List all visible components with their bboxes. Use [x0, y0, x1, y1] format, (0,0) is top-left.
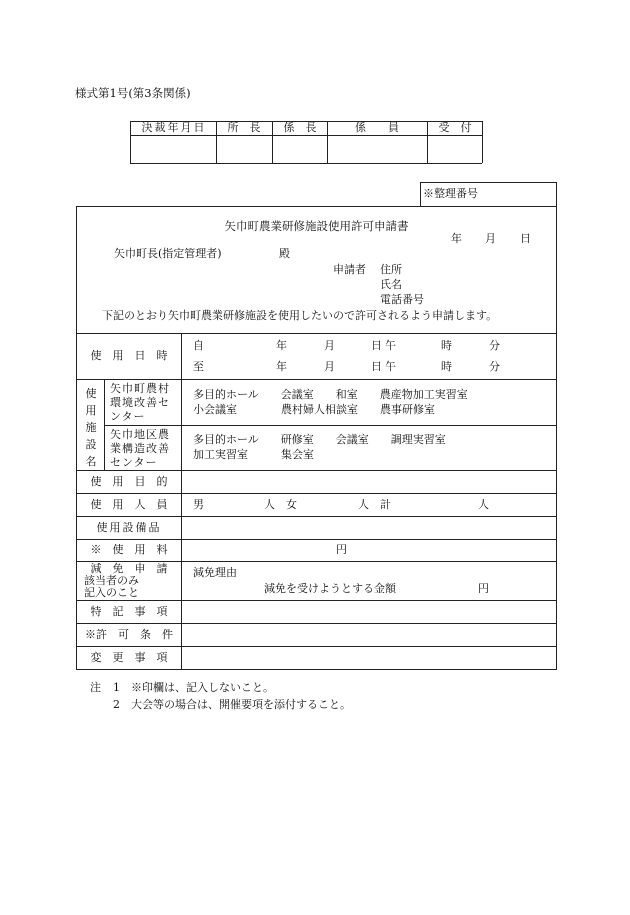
- approval-date-header: 決裁年月日: [141, 121, 207, 134]
- applicant-label: 申請者: [333, 263, 366, 276]
- note-1-number: 1: [113, 681, 120, 694]
- note-2-number: 2: [113, 698, 120, 711]
- director-header: 所 長: [227, 121, 261, 134]
- director-seal-cell[interactable]: [218, 137, 270, 161]
- permit-conditions-label: ※許 可 条 件: [85, 628, 173, 641]
- section-chief-header: 係 長: [283, 121, 317, 134]
- usage-fee-unit: 円: [336, 543, 347, 556]
- approval-date-cell[interactable]: [132, 137, 214, 161]
- permit-conditions-field[interactable]: [183, 625, 555, 645]
- attendees-label: 使 用 人 員: [90, 498, 168, 511]
- usage-purpose-label: 使 用 目 的: [90, 475, 168, 488]
- exemption-reason-label: 減免理由: [193, 566, 237, 579]
- exemption-amount-label: 減免を受けようとする金額: [264, 582, 396, 595]
- exemption-amount-unit: 円: [478, 582, 489, 595]
- usage-fee-label: ※ 使 用 料: [90, 543, 168, 556]
- reference-number-label: ※整理番号: [423, 187, 478, 200]
- form-number: 様式第1号(第3条関係): [75, 86, 191, 100]
- applicant-address-label: 住所: [380, 263, 402, 276]
- special-notes-label: 特 記 事 項: [90, 605, 168, 618]
- date-month-label: 月: [485, 232, 496, 245]
- applicant-name-label: 氏名: [380, 278, 402, 291]
- equipment-field[interactable]: [183, 518, 555, 538]
- usage-purpose-field[interactable]: [183, 472, 555, 492]
- note-1-text: ※印欄は、記入しないこと。: [131, 681, 274, 694]
- reception-header: 受 付: [438, 121, 472, 134]
- special-notes-field[interactable]: [183, 602, 555, 622]
- date-day-label: 日: [520, 232, 531, 245]
- addressee: 矢巾町長(指定管理者): [114, 247, 222, 260]
- staff-header: 係 員: [355, 121, 399, 134]
- staff-seal-cell[interactable]: [329, 137, 425, 161]
- honorific: 殿: [279, 247, 290, 260]
- section-chief-seal-cell[interactable]: [274, 137, 326, 161]
- date-year-label: 年: [451, 232, 462, 245]
- notes-prefix: 注: [90, 681, 101, 694]
- note-2-text: 大会等の場合は、開催要項を添付すること。: [131, 698, 351, 711]
- equipment-label: 使用設備品: [96, 521, 162, 534]
- changes-label: 変 更 事 項: [90, 651, 168, 664]
- reception-seal-cell[interactable]: [429, 137, 481, 161]
- scan-shadow-top: [0, 0, 630, 70]
- changes-field[interactable]: [183, 648, 555, 668]
- usage-period-label: 使 用 日 時: [90, 349, 168, 362]
- application-statement: 下記のとおり矢巾町農業研修施設を使用したいので許可されるよう申請します。: [102, 309, 498, 322]
- applicant-phone-label: 電話番号: [380, 293, 424, 306]
- form-title: 矢巾町農業研修施設使用許可申請書: [224, 219, 409, 233]
